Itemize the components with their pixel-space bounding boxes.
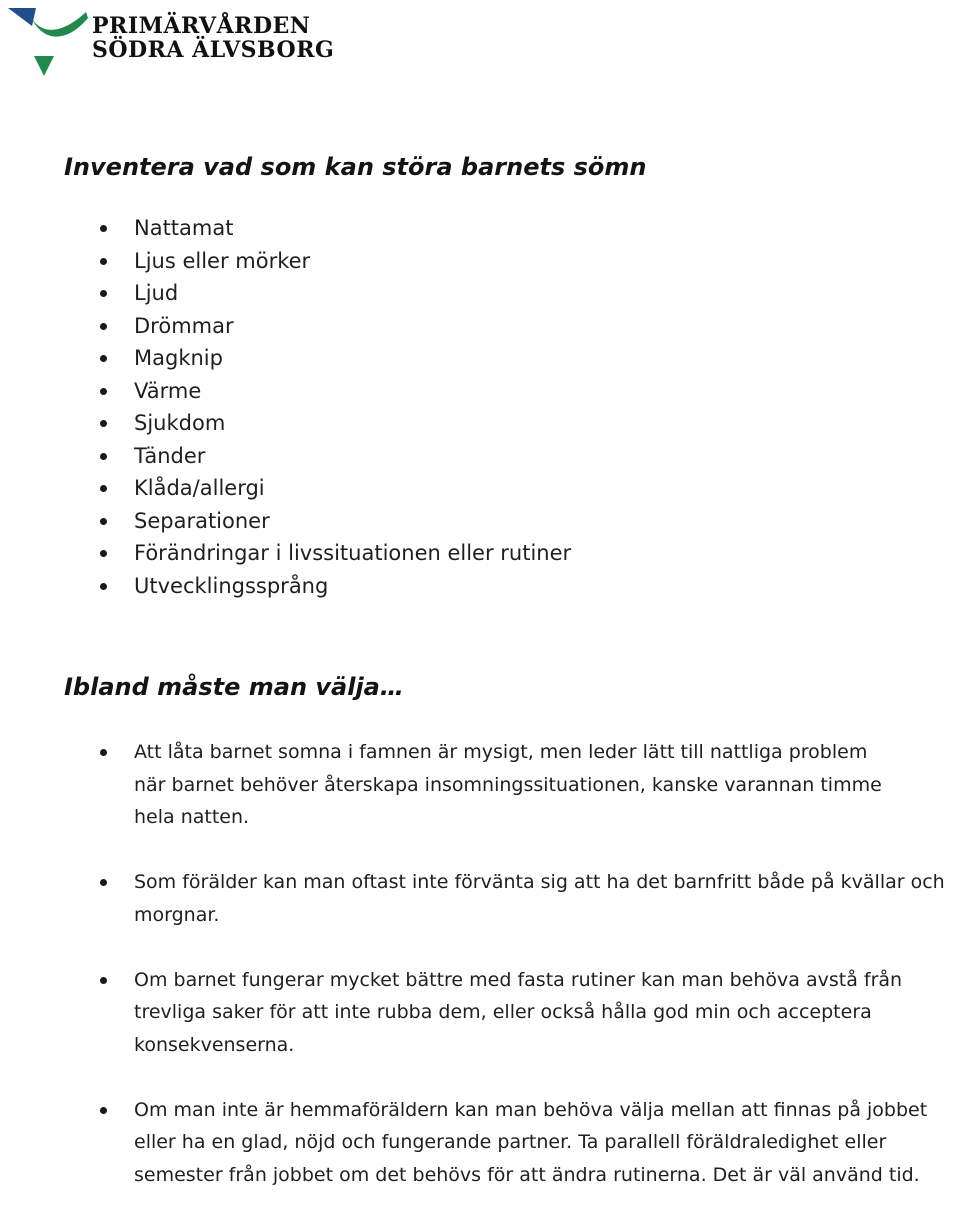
list-item: Separationer [0, 505, 700, 538]
list-item: Utvecklingssprång [0, 570, 700, 603]
list-item: Om man inte är hemmaföräldern kan man behöva välja mellan att finnas på jobbet eller ha en glad, nöjd och fungerande partner. Ta parallell föräldraledighet eller semester från jobbet om det behövs för att ändra rutinerna. Det är väl använd tid. [0, 1094, 950, 1192]
logo-text [92, 14, 334, 62]
list-item: Klåda/allergi [0, 472, 700, 505]
list-item: Nattamat [0, 212, 700, 245]
list-item: Om barnet fungerar mycket bättre med fasta rutiner kan man behöva avstå från trevliga saker för att inte rubba dem, eller också hålla god min och acceptera konsekvenserna. [0, 964, 960, 1062]
list-item: Tänder [0, 440, 700, 473]
list-item: Ljus eller mörker [0, 245, 700, 278]
logo-mark-icon [6, 4, 92, 80]
list-item: Ljud [0, 277, 700, 310]
choices-list [0, 736, 960, 1191]
list-item: Magknip [0, 342, 700, 375]
logo-line-1: PRIMÄRVÅRDEN [92, 13, 311, 39]
list-item: Sjukdom [0, 407, 700, 440]
list-item: Drömmar [0, 310, 700, 343]
list-item: Förändringar i livssituationen eller rutiner [0, 537, 700, 570]
logo [6, 4, 335, 84]
sleep-disturbance-list [0, 212, 700, 602]
list-item: Som förälder kan man oftast inte förvänta sig att ha det barnfritt både på kvällar och morgnar. [0, 866, 960, 931]
list-item: Värme [0, 375, 700, 408]
section-title-choices: Ibland måste man välja… [64, 673, 404, 701]
section-title-inventory: Inventera vad som kan störa barnets sömn [64, 153, 647, 181]
logo-line-2: SÖDRA ÄLVSBORG [92, 37, 335, 63]
list-item: Att låta barnet somna i famnen är mysigt, men leder lätt till nattliga problem när barnet behöver återskapa insomningssituationen, kanske varannan timme hela natten. [0, 736, 900, 834]
